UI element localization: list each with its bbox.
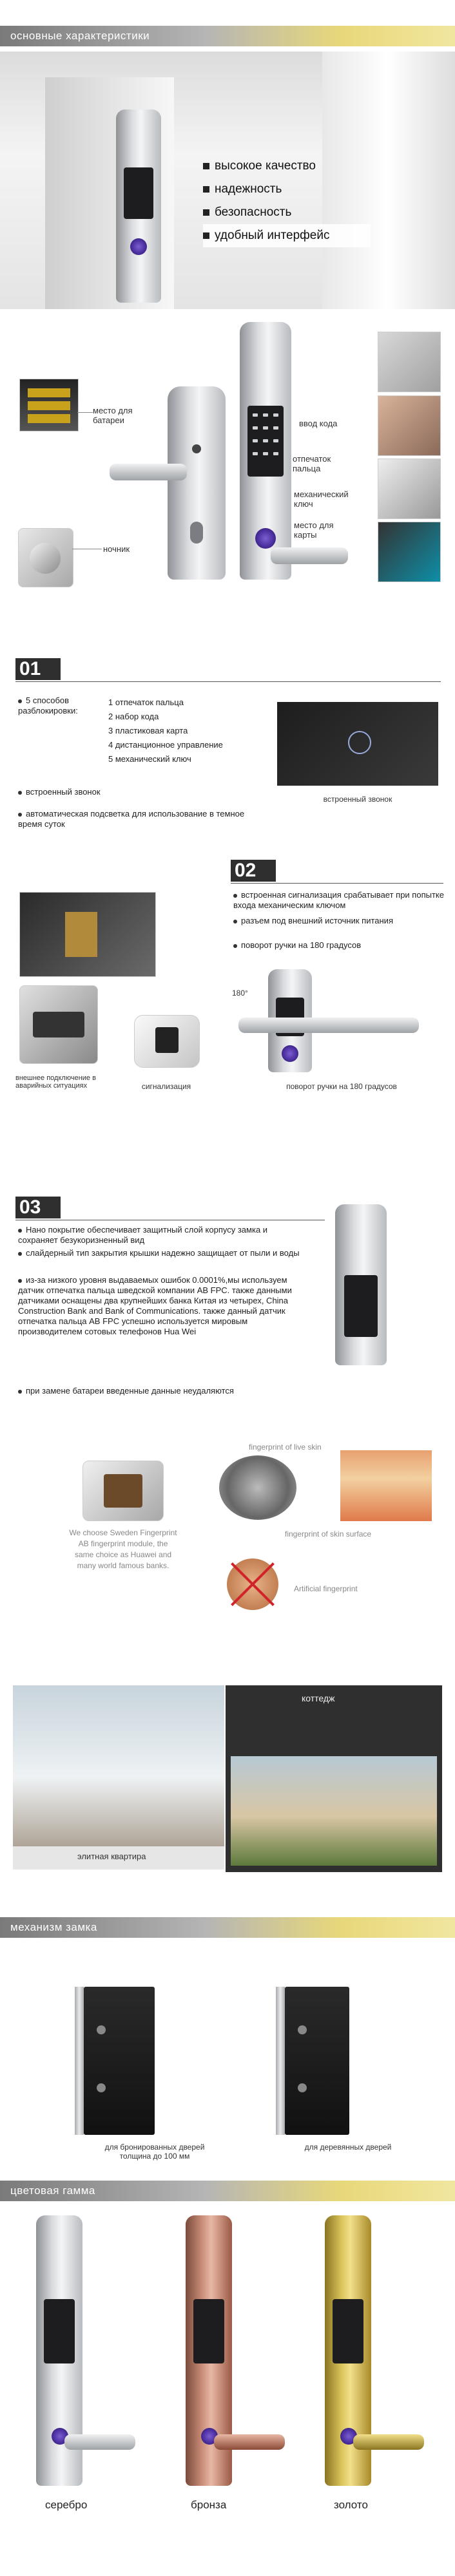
outer-lock-body	[240, 322, 291, 580]
inner-handle	[110, 464, 187, 480]
outer-handle	[271, 547, 348, 564]
armored-caption: для бронированных дверей толщина до 100 мм	[104, 2143, 205, 2161]
fingerprint-sensor-icon	[255, 528, 276, 549]
skin-surface-label: fingerprint of skin surface	[285, 1530, 372, 1539]
finger-photo	[378, 395, 441, 456]
bullet-icon	[18, 1252, 22, 1256]
keypad-photo	[378, 332, 441, 392]
doorbell-caption: встроенный звонок	[323, 795, 392, 804]
hero-lock	[116, 109, 161, 303]
rotate-caption: поворот ручки на 180 градусов	[286, 1082, 397, 1091]
keypad	[124, 167, 153, 219]
slider-point: слайдерный тип закрытия крышки надежно защищает от пыли и воды	[18, 1248, 302, 1258]
card-photo	[378, 522, 441, 582]
bullet-icon	[233, 920, 237, 923]
label-card-place: место для карты	[294, 520, 334, 540]
doorbell-photo	[277, 702, 438, 786]
unlock-title: 5 способов разблокировки:	[18, 696, 78, 715]
divider	[15, 681, 441, 682]
method-item: 1 отпечаток пальца	[108, 697, 184, 707]
label-knob: ночник	[103, 544, 130, 554]
bronze-handle	[214, 2434, 285, 2450]
live-skin-fingerprint-icon	[219, 1455, 296, 1520]
armored-faceplate	[75, 1987, 84, 2135]
keypad	[193, 2299, 224, 2363]
method-item: 3 пластиковая карта	[108, 726, 188, 735]
wooden-caption: для деревянных дверей	[304, 2143, 392, 2152]
method-item: 5 механический ключ	[108, 754, 191, 764]
feature-item: надежность	[203, 178, 371, 201]
cottage-panel	[226, 1685, 442, 1872]
divider	[231, 883, 443, 884]
section-header-color-range	[0, 2181, 455, 2201]
section-title: цветовая гамма	[10, 2184, 95, 2197]
method-item: 4 дистанционное управление	[108, 740, 223, 750]
knob-photo	[18, 528, 73, 587]
pointer-line	[77, 412, 93, 413]
nano-point: Нано покрытие обеспечивает защитный слой корпусу замка и сохраняет безукоризненный вид	[18, 1225, 268, 1245]
external-power-photo	[19, 985, 98, 1064]
keypad	[344, 1275, 378, 1337]
square-bullet-icon	[203, 209, 209, 216]
feature-item: безопасность	[203, 201, 371, 224]
english-note: We choose Sweden Fingerprint AB fingerprint module, the same choice as Huawei and many world famous banks.	[69, 1528, 177, 1570]
alarm-point: встроенная сигнализация срабатывает при попытке входа механическим ключом	[233, 890, 444, 910]
bullet-icon	[18, 1229, 22, 1233]
sensor-lock	[335, 1204, 387, 1365]
method-item: 2 набор кода	[108, 712, 159, 721]
keypad	[44, 2299, 75, 2363]
bullet-icon	[18, 791, 22, 795]
backlight-point: автоматическая подсветка для использование в темное время суток	[18, 809, 245, 829]
section-number: 02	[231, 860, 276, 882]
unlock-methods	[108, 696, 250, 766]
bullet-icon	[18, 1279, 22, 1283]
section-header-lock-mechanism	[0, 1917, 455, 1938]
bullet-icon	[18, 813, 22, 817]
cottage-label: коттедж	[302, 1693, 335, 1703]
external-power-caption: внешнее подключение в аварийных ситуациях	[15, 1074, 96, 1090]
silver-handle	[64, 2434, 135, 2450]
feature-item: высокое качество	[203, 155, 371, 178]
label-battery: место для батареи	[93, 406, 133, 425]
square-bullet-icon	[203, 232, 209, 239]
wooden-faceplate	[276, 1987, 285, 2135]
label-fingerprint: отпечаток пальца	[293, 454, 331, 473]
section-number: 03	[15, 1197, 61, 1218]
power-point: разъем под внешний источник питания	[233, 916, 446, 926]
keypad	[333, 2299, 363, 2363]
elite-apartment-label: элитная квартира	[77, 1852, 146, 1861]
color-name-silver: серебро	[45, 2499, 88, 2511]
artificial-fingerprint-icon	[227, 1558, 278, 1610]
live-skin-label: fingerprint of live skin	[249, 1443, 322, 1452]
wooden-mechanism	[285, 1987, 349, 2135]
fingerprint-sensor-icon	[282, 1045, 298, 1062]
feature-item: удобный интерфейс	[203, 224, 371, 247]
fingerprint-module-photo	[82, 1461, 164, 1521]
square-bullet-icon	[203, 163, 209, 169]
doorbell-point: встроенный звонок	[18, 787, 211, 797]
elite-apartment-photo	[13, 1685, 224, 1870]
square-bullet-icon	[203, 186, 209, 193]
bullet-icon	[18, 1390, 22, 1394]
rotate-point: поворот ручки на 180 градусов	[233, 940, 446, 951]
key-photo	[378, 459, 441, 519]
alarm-caption: сигнализация	[141, 1082, 191, 1091]
inner-lock-body	[168, 386, 226, 580]
color-name-bronze: бронза	[191, 2499, 227, 2511]
color-name-gold: золото	[334, 2499, 368, 2511]
battery-point: при замене батареи введенные данные неудаляются	[18, 1386, 302, 1396]
sensor-point: из-за низкого уровня выдаваемых ошибок 0.0001%,мы используем датчик отпечатка пальца шведской компании AB FPC. также данными датчиками оснащены два крупнейших банка Китая из четырех, China Construction Bank and Bank of Communications. также данный датчик отпечатка пальца AB FPC успешно используется мировым производителем сотовых телефонов Hua Wei	[18, 1275, 292, 1336]
gold-handle	[353, 2434, 424, 2450]
label-code-input: ввод кода	[299, 419, 338, 428]
battery-photo	[19, 379, 79, 431]
bullet-icon	[233, 894, 237, 898]
angle-label: 180°	[232, 989, 248, 998]
section-title: основные характеристики	[10, 30, 150, 42]
keypad	[247, 406, 284, 477]
armored-mechanism	[84, 1987, 155, 2135]
rotating-handle	[238, 1018, 419, 1033]
fingerprint-sensor-icon	[130, 238, 147, 255]
alarm-icon-photo	[134, 1015, 200, 1068]
label-mech-key: механический ключ	[294, 489, 349, 509]
cottage-photo	[231, 1756, 437, 1866]
section-header-main-features	[0, 26, 455, 46]
section-number: 01	[15, 658, 61, 680]
skin-layers-diagram	[340, 1450, 432, 1521]
bullet-icon	[18, 699, 22, 703]
section-title: механизм замка	[10, 1921, 97, 1933]
artificial-label: Artificial fingerprint	[294, 1584, 358, 1593]
interior-mechanism-photo	[19, 892, 156, 977]
bullet-icon	[233, 944, 237, 948]
